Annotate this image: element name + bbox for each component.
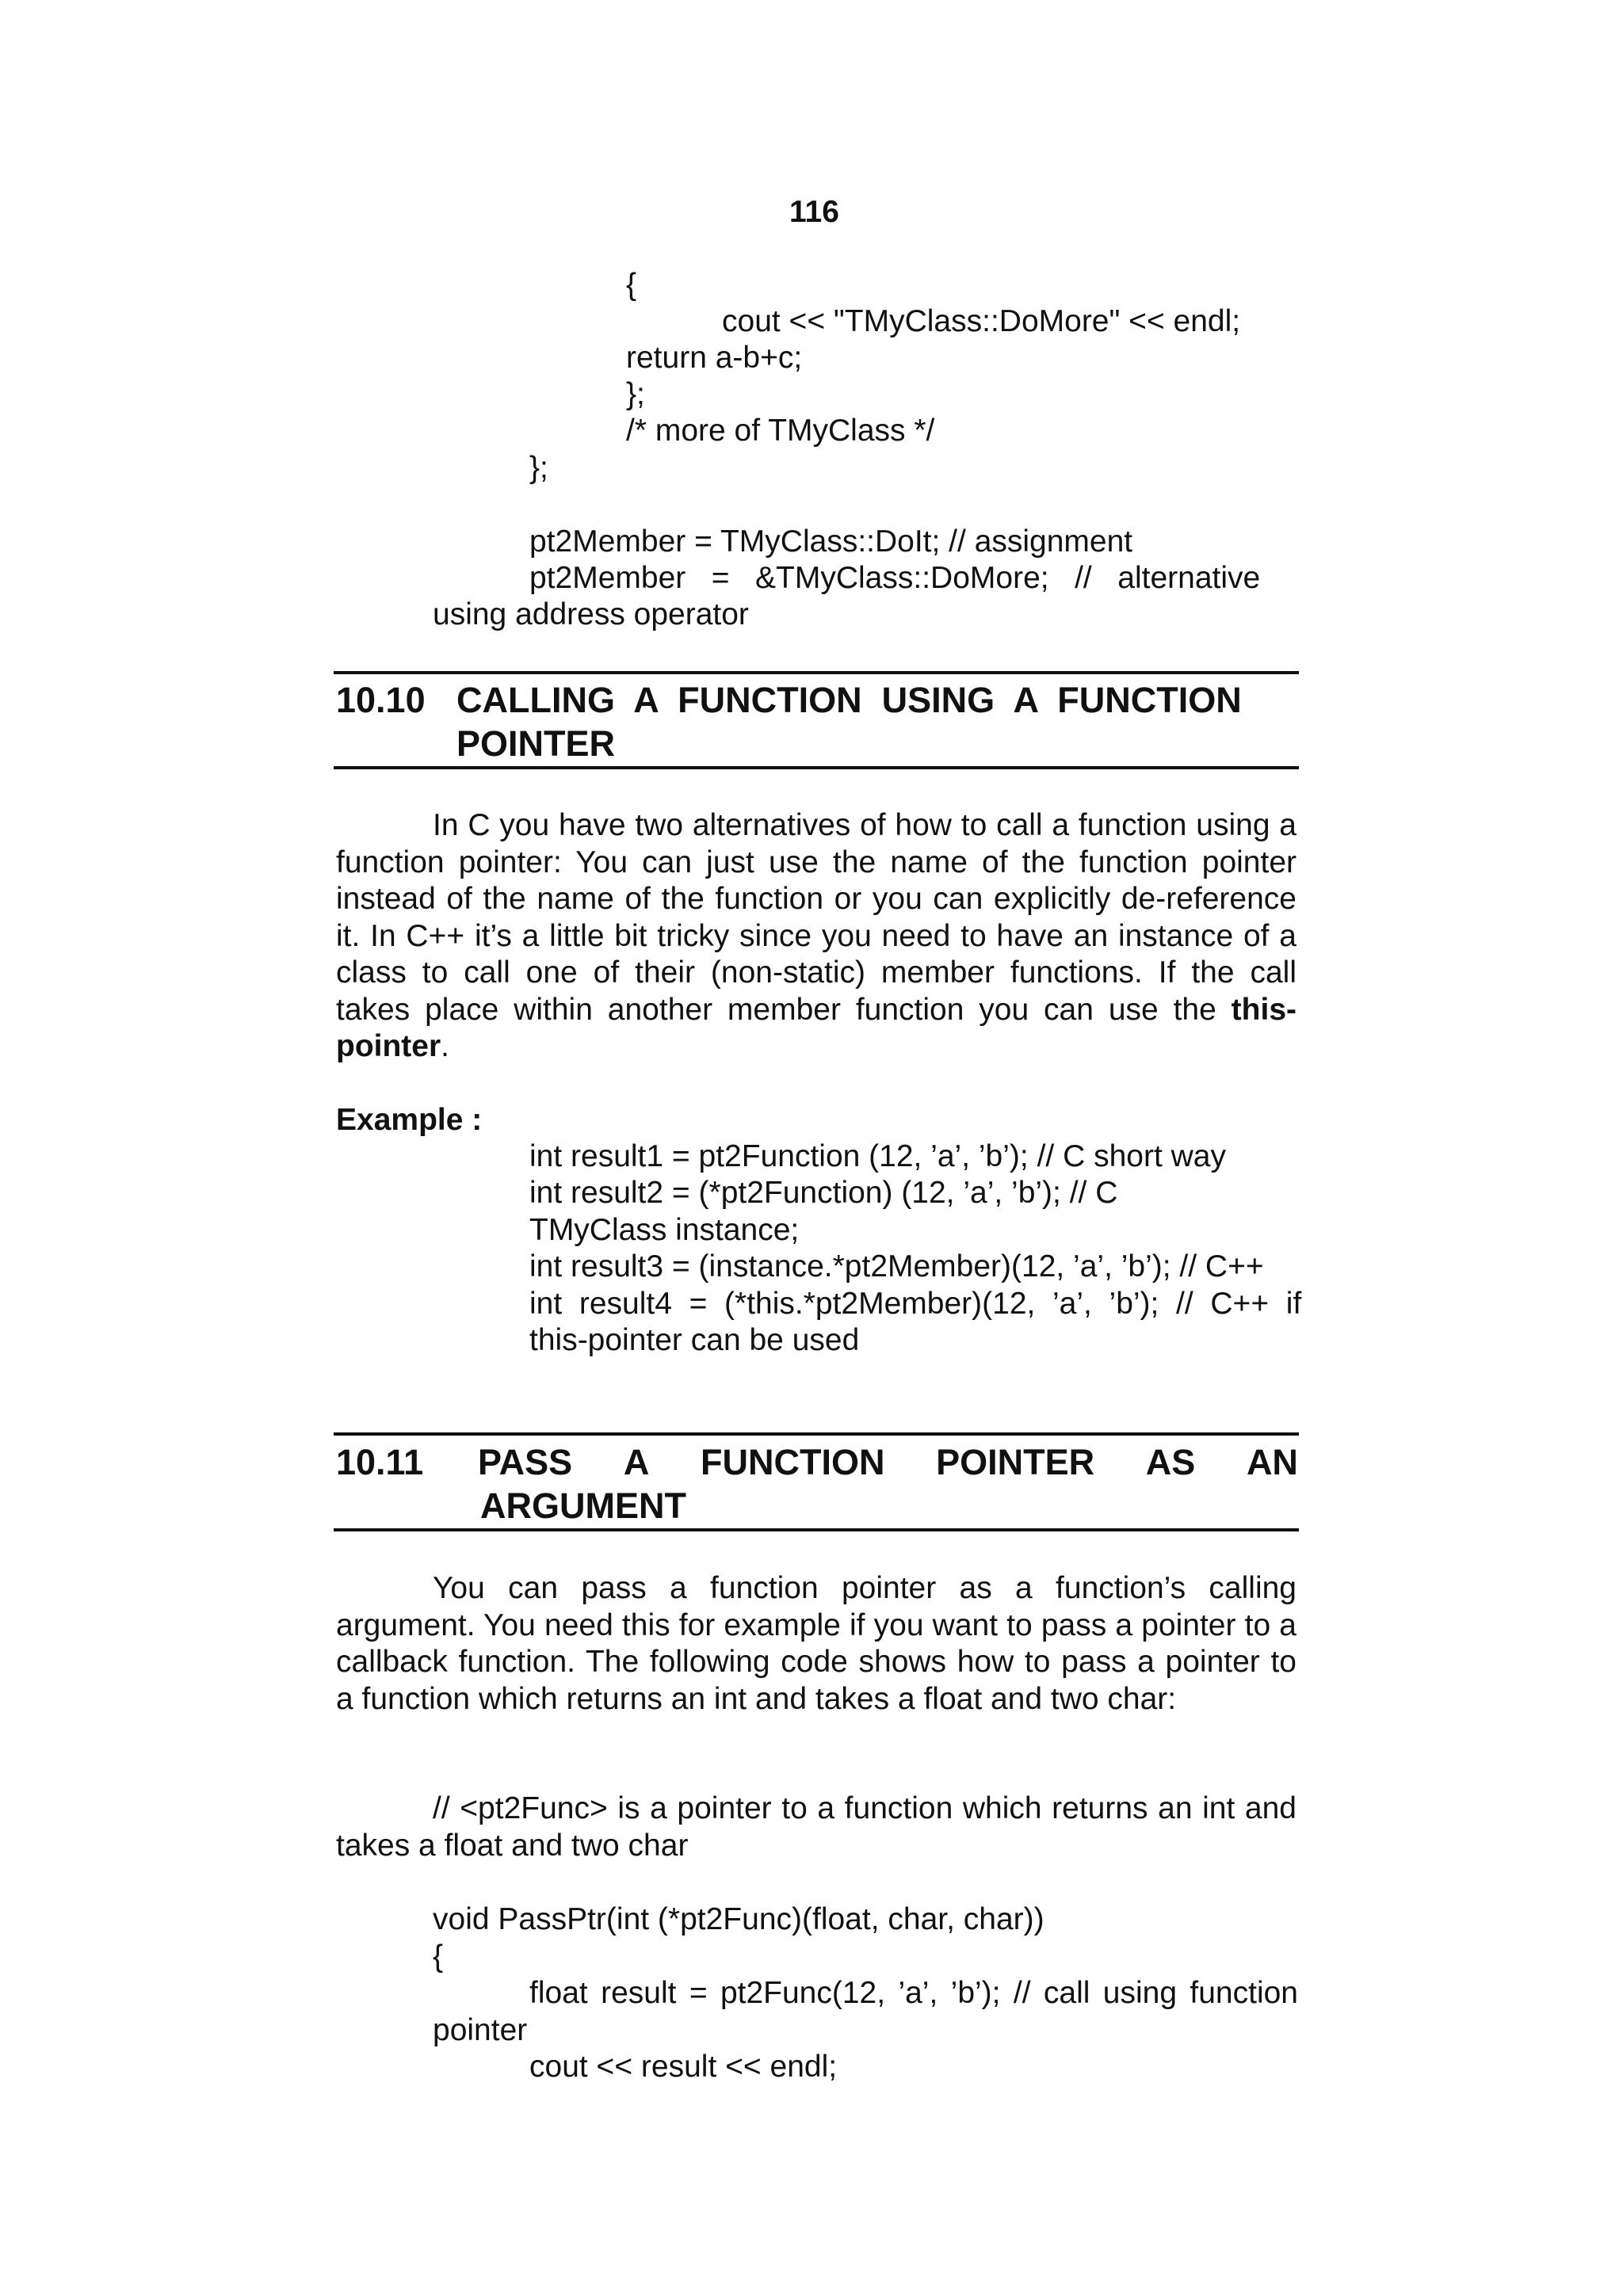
- code-comment: // <pt2Func> is a pointer to a function which returns an int and takes a float and two char: [336, 1791, 1296, 1863]
- code-line: };: [529, 451, 548, 485]
- paragraph: [336, 807, 1296, 1066]
- code-line: using address operator: [433, 597, 749, 631]
- code-line: int result4 = (*this.*pt2Member)(12, ’a’, ’b’); // C++ if: [529, 1287, 1302, 1321]
- section-title-line2: POINTER: [456, 723, 616, 764]
- paragraph-text: In C you have two alternatives of how to call a function using a function pointer: You can just use the name of the function pointer instead of the name of the function or you can explicitly de-reference it. In C++ it’s a little bit tricky since you need to have an instance of a class to call one of their (non-static) member functions. If the call takes place within another member function you can use the: [336, 808, 1296, 1027]
- bold-term: this-pointer: [336, 992, 1296, 1063]
- section-rule-bottom: [334, 1528, 1299, 1531]
- code-line: cout << result << endl;: [529, 2050, 838, 2084]
- title-word: A: [623, 1442, 650, 1482]
- code-line: {: [433, 1939, 444, 1974]
- section-rule-top: [334, 1432, 1299, 1436]
- code-line: pointer: [433, 2013, 528, 2047]
- section-title: CALLING A FUNCTION USING A FUNCTION: [456, 680, 1242, 720]
- code-line: /* more of TMyClass */: [626, 414, 935, 448]
- title-word: POINTER: [936, 1442, 1095, 1482]
- example-label: Example :: [336, 1103, 483, 1137]
- code-line: this-pointer can be used: [529, 1323, 860, 1357]
- code-line: {: [626, 268, 637, 302]
- section-number: 10.10: [336, 680, 426, 720]
- title-word: PASS: [478, 1442, 573, 1482]
- title-word: FUNCTION: [700, 1442, 885, 1482]
- code-line: cout << "TMyClass::DoMore" << endl;: [722, 304, 1241, 338]
- code-line: pt2Member = TMyClass::DoIt; // assignment: [529, 524, 1133, 559]
- title-word: AN: [1246, 1442, 1298, 1482]
- code-line: return a-b+c;: [626, 341, 803, 375]
- section-rule-bottom: [334, 766, 1299, 769]
- section-number: 10.11: [336, 1442, 424, 1482]
- code-line: float result = pt2Func(12, ’a’, ’b’); // call using function: [529, 1976, 1298, 2010]
- section-title-line2: ARGUMENT: [480, 1486, 686, 1526]
- code-line: pt2Member = &TMyClass::DoMore; // alternative: [529, 561, 1261, 595]
- code-line: TMyClass instance;: [529, 1213, 800, 1247]
- section-rule-top: [334, 671, 1299, 674]
- page-number: 116: [789, 195, 839, 229]
- code-line: int result2 = (*pt2Function) (12, ’a’, ’b’); // C: [529, 1176, 1118, 1210]
- section-title: [478, 1441, 1298, 1484]
- paragraph-end: .: [441, 1029, 450, 1063]
- code-line: int result3 = (instance.*pt2Member)(12, ’a’, ’b’); // C++: [529, 1249, 1264, 1283]
- title-word: AS: [1145, 1442, 1196, 1482]
- code-line: void PassPtr(int (*pt2Func)(float, char, char)): [433, 1902, 1044, 1936]
- code-line: };: [626, 377, 645, 411]
- code-line: int result1 = pt2Function (12, ’a’, ’b’); // C short way: [529, 1139, 1226, 1173]
- paragraph: You can pass a function pointer as a function’s calling argument. You need this for example if you want to pass a pointer to a callback function. The following code shows how to pass a pointer to a function which returns an int and takes a float and two char:: [336, 1571, 1296, 1716]
